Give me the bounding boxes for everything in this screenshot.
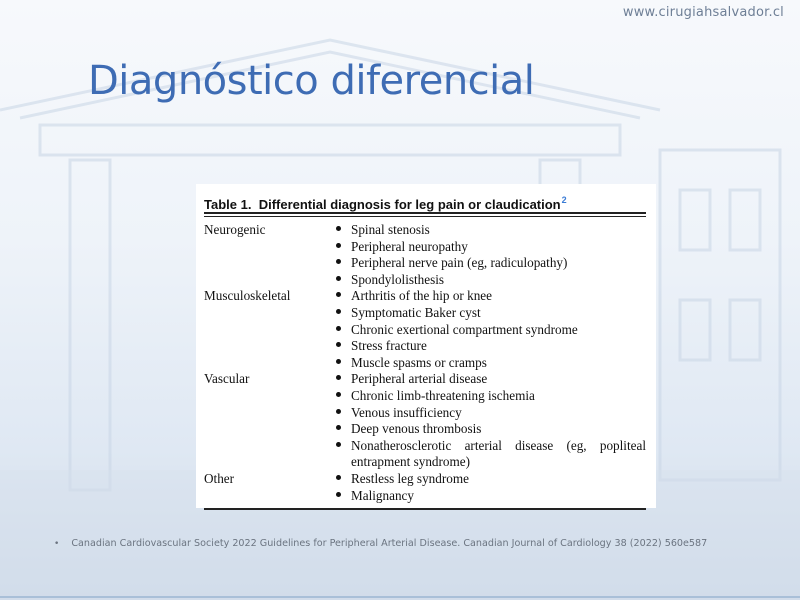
diagnosis-item: Nonatherosclerotic arterial disease (eg, popliteal entrapment syndrome): [351, 437, 646, 470]
bullet-icon: [336, 475, 341, 480]
table-row: [204, 355, 646, 372]
bullet-icon: [336, 326, 341, 331]
category-spacer: [204, 272, 334, 289]
category-spacer: [204, 388, 334, 405]
diagnosis-item: Peripheral nerve pain (eg, radiculopathy): [351, 255, 568, 271]
diagnosis-item: Stress fracture: [351, 338, 427, 354]
bullet-icon: [336, 243, 341, 248]
table-top-rule: [204, 212, 646, 217]
bullet-cell: [334, 239, 351, 256]
site-url: www.cirugiahsalvador.cl: [622, 5, 784, 20]
diagnosis-item: Venous insufficiency: [351, 404, 462, 420]
table-row: [204, 255, 646, 272]
table-caption-text: Differential diagnosis for leg pain or claudication: [258, 197, 561, 212]
category-spacer: [204, 322, 334, 339]
category-label: Neurogenic: [204, 222, 266, 237]
bullet-cell: [334, 388, 351, 405]
bullet-icon: [336, 226, 341, 231]
category-spacer: [204, 239, 334, 256]
category-spacer: [204, 355, 334, 372]
slide-title: Diagnóstico diferencial: [88, 58, 535, 104]
footnote-text: Canadian Cardiovascular Society 2022 Guidelines for Peripheral Arterial Disease. Canadian Journal of Cardiology 38 (2022) 560e587: [71, 538, 708, 549]
differential-diagnosis-table: [196, 184, 656, 508]
bullet-icon: [336, 392, 341, 397]
table-row: [204, 488, 646, 505]
bullet-cell: [334, 488, 351, 505]
bullet-cell: [334, 405, 351, 422]
table-row: [204, 272, 646, 289]
bullet-cell: [334, 371, 351, 388]
bullet-icon: [336, 409, 341, 414]
bullet-icon: [336, 342, 341, 347]
diagnosis-item: Restless leg syndrome: [351, 470, 469, 486]
bullet-cell: [334, 288, 351, 305]
table-caption-reference: 2: [561, 195, 567, 205]
diagnosis-item: Peripheral neuropathy: [351, 238, 468, 254]
table-bottom-rule: [204, 508, 646, 510]
category-spacer: [204, 488, 334, 505]
bullet-icon: [336, 442, 341, 447]
bullet-icon: [336, 309, 341, 314]
diagnosis-table-body: [204, 222, 646, 504]
bullet-icon: [336, 292, 341, 297]
table-row: [204, 338, 646, 355]
table-row: [204, 222, 646, 239]
bullet-cell: [334, 421, 351, 438]
bullet-cell: [334, 255, 351, 272]
diagnosis-item: Spinal stenosis: [351, 222, 430, 237]
reference-footnote: [54, 538, 707, 549]
table-row: [204, 288, 646, 305]
table-row: [204, 371, 646, 388]
table-row: [204, 239, 646, 256]
bullet-icon: [336, 492, 341, 497]
category-label: Musculoskeletal: [204, 288, 291, 304]
bullet-cell: [334, 305, 351, 322]
table-row: [204, 388, 646, 405]
bullet-icon: [336, 276, 341, 281]
category-spacer: [204, 255, 334, 272]
table-caption: [204, 190, 646, 210]
bullet-cell: [334, 471, 351, 488]
diagnosis-item: Arthritis of the hip or knee: [351, 288, 492, 304]
category-spacer: [204, 338, 334, 355]
table-row: [204, 421, 646, 438]
diagnosis-item: Malignancy: [351, 487, 414, 503]
bullet-icon: [336, 259, 341, 264]
category-label: Vascular: [204, 371, 250, 387]
table-row: [204, 471, 646, 488]
bullet-icon: [336, 375, 341, 380]
table-row: [204, 405, 646, 422]
category-label: Other: [204, 470, 235, 486]
category-spacer: [204, 438, 334, 471]
table-caption-label: Table 1.: [204, 197, 252, 212]
diagnosis-item: Deep venous thrombosis: [351, 421, 482, 437]
category-spacer: [204, 305, 334, 322]
table-row: [204, 322, 646, 339]
diagnosis-item: Chronic limb-threatening ischemia: [351, 387, 535, 403]
bullet-cell: [334, 322, 351, 339]
diagnosis-item: Muscle spasms or cramps: [351, 354, 487, 370]
diagnosis-item: Symptomatic Baker cyst: [351, 304, 481, 320]
category-spacer: [204, 405, 334, 422]
footnote-bullet: •: [54, 539, 60, 549]
diagnosis-item: Peripheral arterial disease: [351, 371, 488, 387]
bullet-cell: [334, 222, 351, 239]
diagnosis-item: Chronic exertional compartment syndrome: [351, 321, 578, 337]
diagnosis-item: Spondylolisthesis: [351, 271, 445, 287]
category-spacer: [204, 421, 334, 438]
bullet-cell: [334, 272, 351, 289]
bullet-cell: [334, 355, 351, 372]
table-row: [204, 305, 646, 322]
bullet-cell: [334, 338, 351, 355]
bullet-cell: [334, 438, 351, 471]
table-row: [204, 438, 646, 471]
bullet-icon: [336, 359, 341, 364]
bullet-icon: [336, 425, 341, 430]
